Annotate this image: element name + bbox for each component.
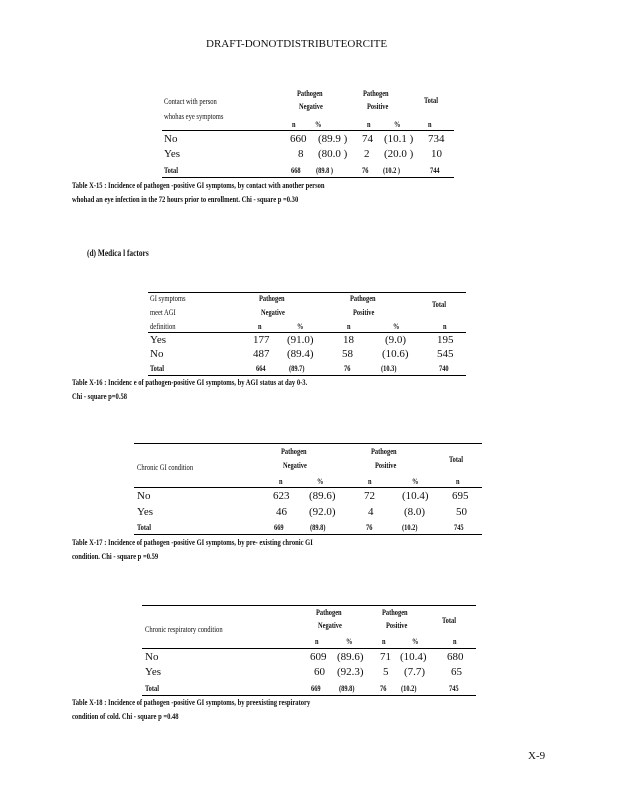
subheader-n: n bbox=[292, 120, 296, 129]
page-number: X-9 bbox=[528, 750, 546, 762]
cell-total: 10 bbox=[431, 148, 442, 160]
cell-n: 60 bbox=[314, 666, 325, 678]
cell-total: 734 bbox=[428, 133, 445, 145]
subheader-n: n bbox=[368, 477, 372, 486]
col-header-pathogen-positive: Positive bbox=[353, 308, 375, 317]
row-label: Yes bbox=[150, 334, 167, 346]
cell-pct: (10.4) bbox=[402, 490, 429, 502]
table-caption: Table X-15 : Incidence of pathogen -positive GI symptoms, by contact with another person bbox=[72, 181, 325, 190]
col-header-total: Total bbox=[432, 300, 446, 309]
cell-pct: (91.0) bbox=[287, 334, 314, 346]
table-rule bbox=[148, 332, 466, 333]
cell-pct: (9.0) bbox=[385, 334, 407, 346]
cell-pct: (10.3) bbox=[381, 364, 397, 373]
cell-pct: (10.2) bbox=[401, 684, 417, 693]
col-header-pathogen-negative: Pathogen bbox=[316, 608, 342, 617]
cell-pct: (89.8) bbox=[310, 523, 326, 532]
table-caption: condition of cold. Chi - square p =0.48 bbox=[72, 712, 179, 721]
col-header-pathogen-positive: Pathogen bbox=[382, 608, 408, 617]
subheader-n: n bbox=[279, 477, 283, 486]
col-header-total: Total bbox=[424, 96, 438, 105]
table-caption: Table X-16 : Incidenc e of pathogen-positive GI symptoms, by AGI status at day 0-3. bbox=[72, 378, 308, 387]
cell-total: 695 bbox=[452, 490, 469, 502]
subheader-n: n bbox=[428, 120, 432, 129]
cell-total: 740 bbox=[439, 364, 449, 373]
col-header-total: Total bbox=[442, 616, 456, 625]
cell-n: 669 bbox=[274, 523, 284, 532]
row-label-header: definition bbox=[150, 322, 176, 331]
table-rule bbox=[142, 695, 476, 696]
cell-n: 2 bbox=[364, 148, 370, 160]
subheader-n: n bbox=[456, 477, 460, 486]
cell-pct: (10.6) bbox=[382, 348, 409, 360]
col-header-pathogen-positive: Positive bbox=[367, 102, 389, 111]
page-header: DRAFT-DONOTDISTRIBUTEORCITE bbox=[206, 38, 388, 50]
table-caption: Table X-18 : Incidence of pathogen -positive GI symptoms, by preexisting respiratory bbox=[72, 698, 311, 707]
subheader-pct: % bbox=[393, 322, 400, 331]
cell-total: 680 bbox=[447, 651, 464, 663]
cell-pct: (80.0 ) bbox=[318, 148, 348, 160]
subheader-n: n bbox=[258, 322, 262, 331]
row-label: Yes bbox=[164, 148, 181, 160]
row-label: Total bbox=[145, 684, 159, 693]
cell-total: 745 bbox=[449, 684, 459, 693]
subheader-pct: % bbox=[297, 322, 304, 331]
cell-n: 5 bbox=[383, 666, 389, 678]
subheader-pct: % bbox=[412, 637, 419, 646]
row-label: Total bbox=[164, 166, 178, 175]
cell-pct: (10.2) bbox=[402, 523, 418, 532]
table-rule bbox=[162, 177, 454, 178]
subheader-pct: % bbox=[315, 120, 322, 129]
row-label: Yes bbox=[145, 666, 162, 678]
table-rule bbox=[134, 534, 482, 535]
subheader-n: n bbox=[443, 322, 447, 331]
cell-n: 8 bbox=[298, 148, 304, 160]
row-label: No bbox=[164, 133, 178, 145]
subheader-n: n bbox=[453, 637, 457, 646]
col-header-pathogen-negative: Pathogen bbox=[281, 447, 307, 456]
cell-total: 65 bbox=[451, 666, 462, 678]
row-label: No bbox=[145, 651, 159, 663]
table-rule bbox=[148, 292, 466, 293]
subheader-pct: % bbox=[346, 637, 353, 646]
table-caption: Table X-17 : Incidence of pathogen -positive GI symptoms, by pre- existing chronic GI bbox=[72, 538, 313, 547]
cell-pct: (89.8 ) bbox=[316, 166, 334, 175]
table-rule bbox=[134, 487, 482, 488]
cell-n: 71 bbox=[380, 651, 391, 663]
col-header-pathogen-positive: Positive bbox=[375, 461, 397, 470]
col-header-pathogen-positive: Pathogen bbox=[363, 89, 389, 98]
table-rule bbox=[162, 130, 454, 131]
section-title: (d) Medica l factors bbox=[87, 248, 149, 258]
row-label-header: whohas eye symptoms bbox=[164, 112, 224, 121]
cell-pct: (89.9 ) bbox=[318, 133, 348, 145]
cell-total: 745 bbox=[454, 523, 464, 532]
row-label-header: meet AGI bbox=[150, 308, 176, 317]
cell-n: 660 bbox=[290, 133, 307, 145]
row-label: No bbox=[150, 348, 164, 360]
cell-pct: (89.6) bbox=[337, 651, 364, 663]
cell-pct: (92.3) bbox=[337, 666, 364, 678]
cell-pct: (10.2 ) bbox=[383, 166, 401, 175]
table-caption: Chi - square p=0.58 bbox=[72, 392, 128, 401]
cell-pct: (10.4) bbox=[400, 651, 427, 663]
cell-n: 177 bbox=[253, 334, 270, 346]
cell-total: 195 bbox=[437, 334, 454, 346]
col-header-pathogen-positive: Positive bbox=[386, 621, 408, 630]
cell-pct: (89.8) bbox=[339, 684, 355, 693]
table-rule bbox=[134, 443, 482, 444]
cell-pct: (8.0) bbox=[404, 506, 426, 518]
row-label-header: Chronic respiratory condition bbox=[145, 625, 223, 634]
table-rule bbox=[142, 605, 476, 606]
col-header-pathogen-negative: Negative bbox=[283, 461, 307, 470]
col-header-pathogen-negative: Pathogen bbox=[297, 89, 323, 98]
table-rule bbox=[148, 375, 466, 376]
subheader-n: n bbox=[367, 120, 371, 129]
cell-n: 76 bbox=[366, 523, 373, 532]
cell-n: 669 bbox=[311, 684, 321, 693]
row-label-header: Chronic GI condition bbox=[137, 463, 194, 472]
cell-n: 76 bbox=[362, 166, 369, 175]
cell-total: 50 bbox=[456, 506, 467, 518]
cell-pct: (89.4) bbox=[287, 348, 314, 360]
cell-n: 58 bbox=[342, 348, 353, 360]
cell-n: 74 bbox=[362, 133, 373, 145]
col-header-pathogen-negative: Pathogen bbox=[259, 294, 285, 303]
cell-pct: (92.0) bbox=[309, 506, 336, 518]
row-label: No bbox=[137, 490, 151, 502]
cell-n: 623 bbox=[273, 490, 290, 502]
row-label-header: Contact with person bbox=[164, 97, 217, 106]
subheader-pct: % bbox=[394, 120, 401, 129]
row-label: Total bbox=[150, 364, 164, 373]
col-header-pathogen-positive: Pathogen bbox=[371, 447, 397, 456]
cell-pct: (20.0 ) bbox=[384, 148, 414, 160]
cell-total: 545 bbox=[437, 348, 454, 360]
table-caption: condition. Chi - square p =0.59 bbox=[72, 552, 159, 561]
cell-pct: (10.1 ) bbox=[384, 133, 414, 145]
cell-n: 487 bbox=[253, 348, 270, 360]
cell-n: 664 bbox=[256, 364, 266, 373]
cell-n: 609 bbox=[310, 651, 327, 663]
subheader-pct: % bbox=[412, 477, 419, 486]
cell-n: 668 bbox=[291, 166, 301, 175]
table-caption: whohad an eye infection in the 72 hours prior to enrollment. Chi - square p =0.30 bbox=[72, 195, 299, 204]
cell-pct: (89.7) bbox=[289, 364, 305, 373]
col-header-pathogen-negative: Negative bbox=[299, 102, 323, 111]
cell-n: 46 bbox=[276, 506, 287, 518]
row-label: Yes bbox=[137, 506, 154, 518]
cell-n: 72 bbox=[364, 490, 375, 502]
cell-n: 4 bbox=[368, 506, 374, 518]
col-header-pathogen-negative: Negative bbox=[261, 308, 285, 317]
cell-pct: (89.6) bbox=[309, 490, 336, 502]
subheader-n: n bbox=[347, 322, 351, 331]
col-header-pathogen-negative: Negative bbox=[318, 621, 342, 630]
cell-n: 76 bbox=[380, 684, 387, 693]
row-label-header: GI symptoms bbox=[150, 294, 186, 303]
subheader-pct: % bbox=[317, 477, 324, 486]
cell-total: 744 bbox=[430, 166, 440, 175]
row-label: Total bbox=[137, 523, 151, 532]
col-header-pathogen-positive: Pathogen bbox=[350, 294, 376, 303]
cell-n: 18 bbox=[343, 334, 354, 346]
cell-pct: (7.7) bbox=[404, 666, 426, 678]
subheader-n: n bbox=[382, 637, 386, 646]
col-header-total: Total bbox=[449, 455, 463, 464]
cell-n: 76 bbox=[344, 364, 351, 373]
table-rule bbox=[142, 648, 476, 649]
subheader-n: n bbox=[315, 637, 319, 646]
